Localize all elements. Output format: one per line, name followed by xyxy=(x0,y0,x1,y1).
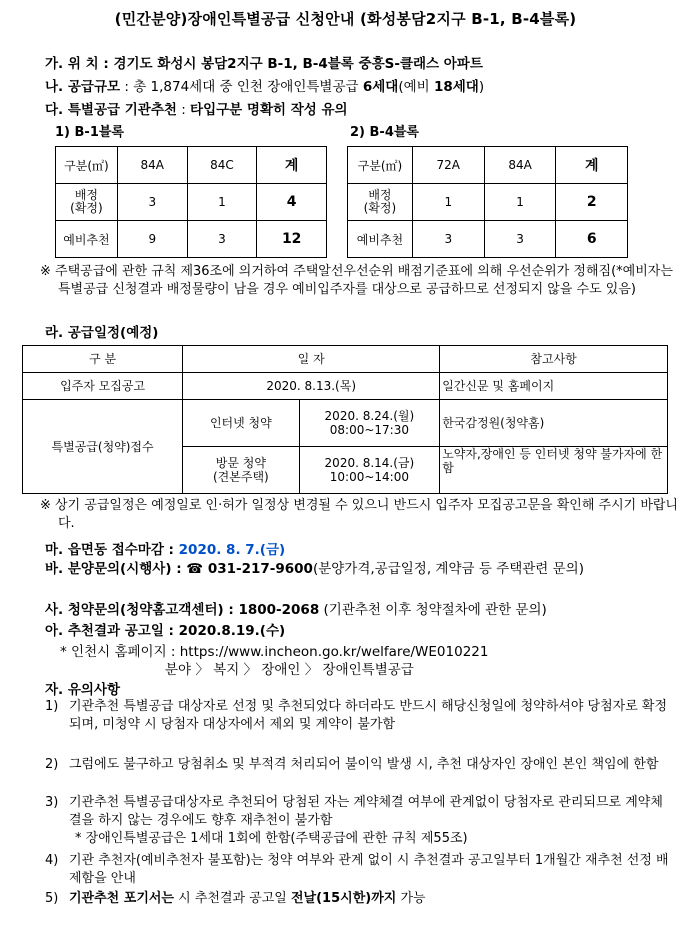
b4-cell: 3 xyxy=(412,221,484,258)
b1-row-assigned-label: 배정 (확정) xyxy=(56,184,118,221)
list-item xyxy=(45,794,670,848)
item-number: 2) xyxy=(45,757,59,772)
item-number: 5) xyxy=(45,891,59,906)
b1-cell: 9 xyxy=(117,221,187,258)
schedule-method-visit: 방문 청약 (견본주택) xyxy=(183,447,299,494)
schedule-note-internet: 한국감정원(청약홈) xyxy=(440,400,668,447)
homepage-line: * 인천시 홈페이지 : https://www.incheon.go.kr/welfare/WE010221 xyxy=(60,644,489,660)
b1-cell-total: 4 xyxy=(257,184,327,221)
b4-cell: 3 xyxy=(484,221,556,258)
b4-cell-total: 6 xyxy=(556,221,628,258)
location-label: 가. 위 치 : xyxy=(45,56,114,72)
list-item xyxy=(45,890,670,908)
item-text: 그럼에도 불구하고 당첨취소 및 부적격 처리되어 불이익 발생 시, 추천 대상자인 장애인 본인 책임에 한함 xyxy=(69,757,659,772)
b1-cell: 3 xyxy=(117,184,187,221)
b1-cell-total: 12 xyxy=(257,221,327,258)
schedule-header-note: 참고사항 xyxy=(440,346,668,373)
item-bold: 기관추천 포기서는 xyxy=(69,891,174,906)
schedule-row-note: 일간신문 및 홈페이지 xyxy=(440,373,668,400)
b4-cell: 1 xyxy=(412,184,484,221)
item-text: 기관추천 특별공급대상자로 추천되어 당첨된 자는 계약체결 여부에 관계없이 당첨자로 관리되므로 계약체결을 하지 않는 경우에도 향후 재추천이 불가함 xyxy=(69,795,663,828)
item-subnote: * 장애인특별공급은 1세대 1회에 한함(주택공급에 관한 규칙 제55조) xyxy=(75,831,468,846)
deadline-line xyxy=(45,538,685,558)
institution-note: 타입구분 명확히 작성 유의 xyxy=(190,102,348,118)
subscription-inquiry-note: (기관추천 이후 청약절차에 관한 문의) xyxy=(319,602,547,618)
schedule-row-label: 입주자 모집공고 xyxy=(23,373,183,400)
schedule-note-visit: 노약자,장애인 등 인터넷 청약 불가자에 한함 xyxy=(440,447,668,494)
supply-reserve-text: (예비 xyxy=(398,79,434,95)
b4-header-72a: 72A xyxy=(412,147,484,184)
homepage-path: 분야 〉 복지 〉 장애인 〉 장애인특별공급 xyxy=(165,662,414,678)
list-item xyxy=(45,852,670,888)
institution-sep: : xyxy=(176,102,191,118)
deadline-label: 마. 읍면동 접수마감 : xyxy=(45,542,179,558)
b4-header-84a: 84A xyxy=(484,147,556,184)
priority-note: ※ 주택공급에 관한 규칙 제36조에 의거하여 주택알선우선순위 배점기준표에 의해 우선순위가 정해짐(*예비자는 특별공급 신청결과 배정물량이 남을 경우 예비입주자를 대상으로 공급하므로 선정되지 않을 수도 있음) xyxy=(40,264,673,297)
page-title: (민간분양)장애인특별공급 신청안내 (화성봉담2지구 B-1, B-4블록) xyxy=(114,10,577,28)
sales-inquiry-line xyxy=(45,560,675,578)
b4-cell-total: 2 xyxy=(556,184,628,221)
notes-heading: 자. 유의사항 xyxy=(45,682,121,698)
b4-row-assigned-label: 배정 (확정) xyxy=(348,184,413,221)
b1-cell: 1 xyxy=(187,184,257,221)
schedule-heading: 라. 공급일정(예정) xyxy=(45,325,159,341)
item-bold: 전날(15시한)까지 xyxy=(291,891,397,906)
b1-cell: 3 xyxy=(187,221,257,258)
deadline-value: 2020. 8. 7.(금) xyxy=(178,542,286,558)
b4-cell: 1 xyxy=(484,184,556,221)
supply-scale-line xyxy=(45,75,685,95)
subscription-inquiry-line xyxy=(45,598,685,618)
supply-scale-text: : 총 1,874세대 중 인천 장애인특별공급 xyxy=(120,79,363,95)
schedule-date-internet: 2020. 8.24.(월) 08:00~17:30 xyxy=(299,400,440,447)
item-number: 4) xyxy=(45,853,59,868)
subscription-inquiry-label: 사. 청약문의(청약홈고객센터) : 1800-2068 xyxy=(45,602,320,618)
schedule-header-date: 일 자 xyxy=(183,346,440,373)
item-text: 기관 추천자(예비추천자 불포함)는 청약 여부와 관계 없이 시 추천결과 공고일부터 1개월간 재추천 선정 배제함을 안내 xyxy=(69,853,669,886)
schedule-date-visit: 2020. 8.14.(금) 10:00~14:00 xyxy=(299,447,440,494)
item-text: 시 추천결과 공고일 xyxy=(174,891,291,906)
item-number: 3) xyxy=(45,795,59,810)
b1-table xyxy=(55,146,327,258)
b1-header-84c: 84C xyxy=(187,147,257,184)
schedule-note: ※ 상기 공급일정은 예정일로 인·허가 일정상 변경될 수 있으니 반드시 입주자 모집공고문을 확인해 주시기 바랍니다. xyxy=(40,498,678,531)
item-number: 1) xyxy=(45,699,59,714)
schedule-special-label: 특별공급(청약)접수 xyxy=(23,400,183,494)
b1-row-reserve-label: 예비추천 xyxy=(56,221,118,258)
list-item xyxy=(45,756,670,774)
announcement-line: 아. 추천결과 공고일 : 2020.8.19.(수) xyxy=(45,623,286,639)
sales-inquiry-label: 바. 분양문의(시행사) : xyxy=(45,561,187,577)
b1-header-total: 계 xyxy=(257,147,327,184)
supply-scale-label: 나. 공급규모 xyxy=(45,79,121,95)
schedule-table xyxy=(22,345,668,494)
item-text: 가능 xyxy=(396,891,426,906)
schedule-header-category: 구 분 xyxy=(23,346,183,373)
institution-recommend-line xyxy=(45,98,685,118)
location-line xyxy=(45,52,685,72)
sales-inquiry-note: (분양가격,공급일정, 계약금 등 주택관련 문의) xyxy=(312,561,584,577)
b4-row-reserve-label: 예비추천 xyxy=(348,221,413,258)
b1-header-84a: 84A xyxy=(117,147,187,184)
institution-recommend-label: 다. 특별공급 기관추천 xyxy=(45,102,177,118)
b4-header-type: 구분(㎡) xyxy=(348,147,413,184)
schedule-method-internet: 인터넷 청약 xyxy=(183,400,299,447)
supply-count: 6세대 xyxy=(362,79,399,95)
b4-table xyxy=(347,146,628,258)
location-value: 경기도 화성시 봉담2지구 B-1, B-4블록 중흥S-클래스 아파트 xyxy=(113,56,483,72)
schedule-row-date: 2020. 8.13.(목) xyxy=(183,373,440,400)
b4-caption: 2) B-4블록 xyxy=(350,125,419,140)
list-item xyxy=(45,698,670,734)
item-text: 기관추천 특별공급 대상자로 선정 및 추천되었다 하더라도 반드시 해당신청일에 청약하셔야 당첨자로 확정되며, 미청약 시 당첨자 대상자에서 제외 및 계약이 불가함 xyxy=(69,699,668,732)
b1-caption: 1) B-1블록 xyxy=(55,125,124,140)
phone-icon: ☎ 031-217-9600 xyxy=(186,561,313,577)
supply-close: ) xyxy=(478,79,485,95)
supply-reserve-count: 18세대 xyxy=(433,79,479,95)
b1-header-type: 구분(㎡) xyxy=(56,147,118,184)
b4-header-total: 계 xyxy=(556,147,628,184)
